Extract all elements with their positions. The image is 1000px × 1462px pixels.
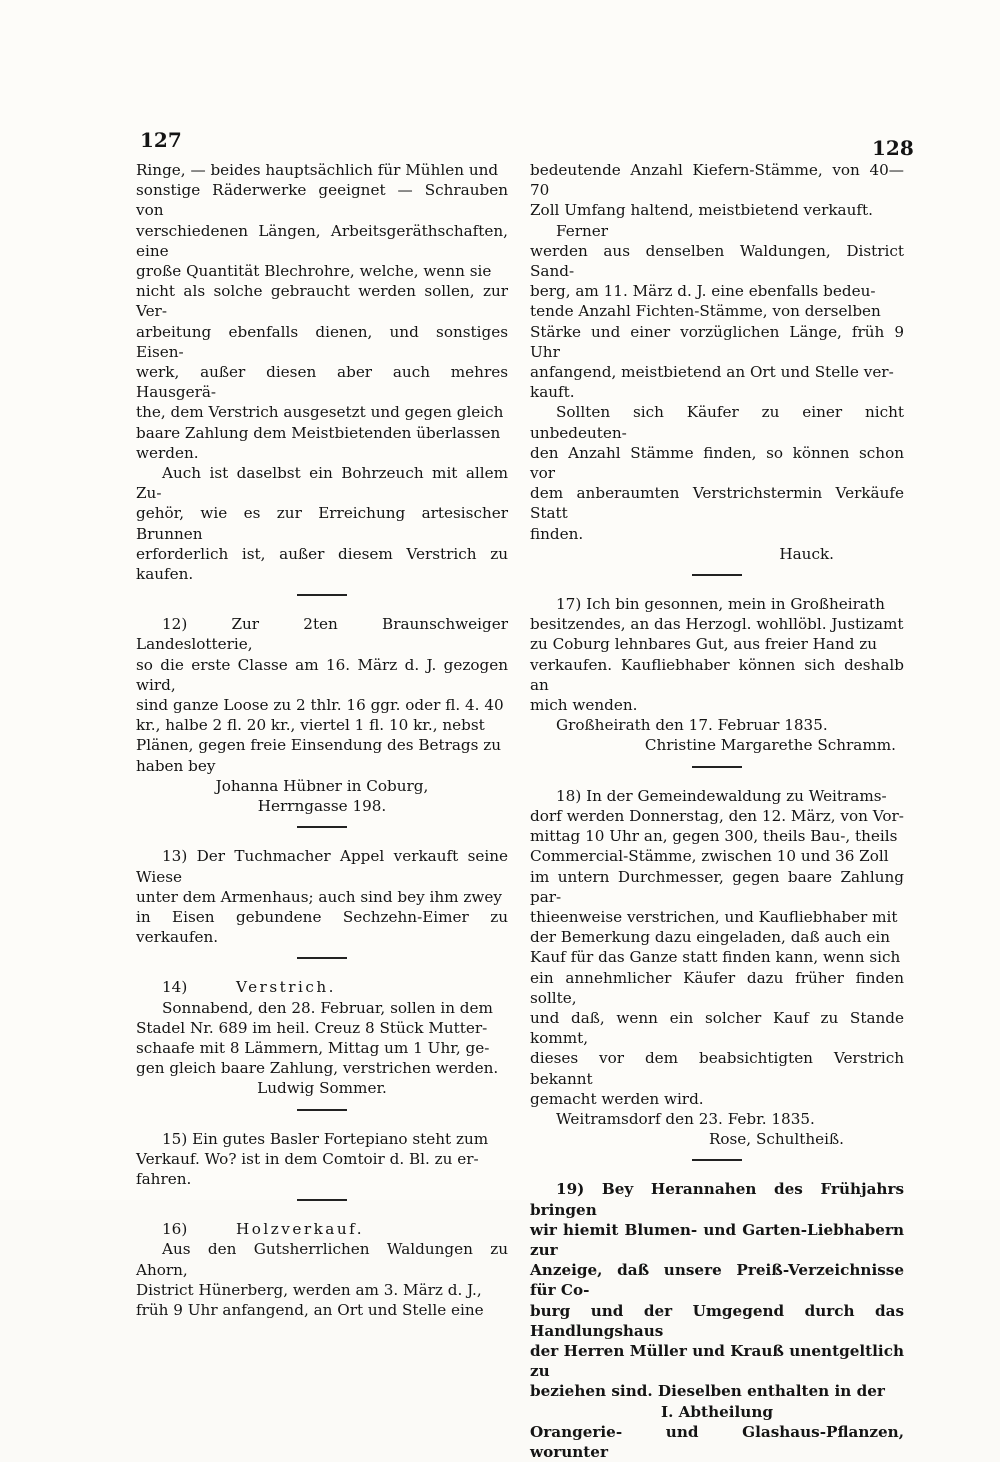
- separator-rule: [297, 826, 347, 828]
- text-line: Auch ist daselbst ein Bohrzeuch mit allem Zu-: [136, 464, 508, 503]
- text-line: gemacht werden wird.: [530, 1089, 704, 1108]
- separator-rule: [297, 1109, 347, 1111]
- text-line: kr., halbe 2 fl. 20 kr., viertel 1 fl. 10 kr., nebst: [136, 716, 485, 735]
- notice-12: [136, 614, 508, 816]
- place-date: Weitramsdorf den 23. Febr. 1835.: [556, 1109, 815, 1128]
- notice-number: 14): [162, 978, 188, 997]
- text-line: gehör, wie es zur Erreichung artesischer Brunnen: [136, 504, 508, 543]
- text-line: mittag 10 Uhr an, gegen 300, theils Bau-, theils: [530, 827, 898, 846]
- text-line: sind ganze Loose zu 2 thlr. 16 ggr. oder fl. 4. 40: [136, 696, 504, 715]
- right-column: [530, 160, 904, 1462]
- text-line: District Hünerberg, werden am 3. März d. J.,: [136, 1280, 482, 1299]
- text-line: mich wenden.: [530, 696, 638, 715]
- signature: Rose, Schultheiß.: [708, 1130, 844, 1149]
- text-line: Ferner: [556, 221, 608, 240]
- text-line: sonstige Räderwerke geeignet — Schrauben von: [136, 181, 508, 220]
- text-line: früh 9 Uhr anfangend, an Ort und Stelle eine: [136, 1300, 484, 1319]
- notice-18: [530, 786, 904, 1150]
- text-line: 18) In der Gemeindewaldung zu Weitrams-: [556, 786, 887, 805]
- notice-16-continuation: [530, 160, 904, 564]
- section-heading: I. Abtheilung: [660, 1402, 774, 1421]
- text-line: dem anberaumten Verstrichstermin Verkäufe Statt: [530, 484, 904, 523]
- text-line: in Eisen gebundene Sechzehn-Eimer zu verkaufen.: [136, 907, 508, 947]
- text-line: erforderlich ist, außer diesem Verstrich zu kaufen.: [136, 544, 508, 584]
- text-line: den Anzahl Stämme finden, so können schon vor: [530, 443, 904, 483]
- text-line: verschiedenen Längen, Arbeitsgeräthschaften, eine: [136, 221, 508, 260]
- notice-title: Verstrich.: [236, 978, 336, 997]
- text-line: werden.: [136, 443, 199, 462]
- text-line: Stärke und einer vorzüglichen Länge, früh 9 Uhr: [530, 322, 904, 361]
- separator-rule: [297, 594, 347, 596]
- text-line: Ringe, — beides hauptsächlich für Mühlen und: [136, 161, 499, 179]
- text-line: Kauf für das Ganze statt finden kann, wenn sich: [530, 948, 901, 967]
- text-line: Verkauf. Wo? ist in dem Comtoir d. Bl. zu er-: [136, 1149, 479, 1168]
- separator-rule: [297, 957, 347, 959]
- text-line: der Bemerkung dazu eingeladen, daß auch ein: [530, 928, 891, 947]
- text-line: 12) Zur 2ten Braunschweiger Landeslotterie,: [136, 615, 508, 654]
- notice-16: [136, 1219, 508, 1320]
- place-date: Großheirath den 17. Februar 1835.: [556, 716, 828, 735]
- text-line: anfangend, meistbietend an Ort und Stelle ver-: [530, 363, 894, 382]
- text-line: wir hiemit Blumen- und Garten-Liebhabern zur: [530, 1220, 904, 1259]
- signature: Ludwig Sommer.: [257, 1079, 387, 1098]
- text-line: gen gleich baare Zahlung, verstrichen werden.: [136, 1059, 499, 1078]
- signature: Hauck.: [779, 544, 834, 563]
- notice-14: [136, 977, 508, 1098]
- separator-rule: [692, 574, 742, 576]
- text-line: zu Coburg lehnbares Gut, aus freier Hand zu: [530, 635, 878, 654]
- text-line: verkaufen. Kaufliebhaber können sich deshalb an: [530, 655, 904, 694]
- text-line: Aus den Gutsherrlichen Waldungen zu Ahorn,: [136, 1240, 508, 1279]
- notice-17: [530, 594, 904, 756]
- text-line: 15) Ein gutes Basler Fortepiano steht zum: [162, 1129, 489, 1148]
- text-line: haben bey: [136, 756, 216, 775]
- text-line: kauft.: [530, 383, 575, 402]
- text-line: bedeutende Anzahl Kiefern-Stämme, von 40—70: [530, 161, 904, 200]
- separator-rule: [297, 1199, 347, 1201]
- text-line: arbeitung ebenfalls dienen, und sonstiges Eisen-: [136, 322, 508, 361]
- text-line: 13) Der Tuchmacher Appel verkauft seine Wiese: [136, 847, 508, 886]
- text-line: der Herren Müller und Krauß unentgeltlich zu: [530, 1341, 904, 1381]
- separator-rule: [692, 1159, 742, 1161]
- text-line: 19) Bey Herannahen des Frühjahrs bringen: [530, 1180, 904, 1219]
- notice-15: [136, 1129, 508, 1190]
- left-column: [136, 160, 508, 1320]
- text-line: nicht als solche gebraucht werden sollen, zur Ver-: [136, 282, 508, 321]
- text-line: thieenweise verstrichen, und Kaufliebhaber mit: [530, 907, 898, 926]
- text-line: burg und der Umgegend durch das Handlungshaus: [530, 1301, 904, 1340]
- text-line: schaafe mit 8 Lämmern, Mittag um 1 Uhr, ge-: [136, 1038, 490, 1057]
- notice-heading: [136, 977, 508, 997]
- text-line: beziehen sind. Dieselben enthalten in der: [530, 1382, 885, 1401]
- text-line: fahren.: [136, 1169, 192, 1188]
- intro-continuation: [136, 160, 508, 584]
- text-line: dorf werden Donnerstag, den 12. März, von Vor-: [530, 806, 904, 825]
- text-line: Plänen, gegen freie Einsendung des Betrags zu: [136, 736, 502, 755]
- text-line: tende Anzahl Fichten-Stämme, von derselben: [530, 302, 881, 321]
- notice-13: [136, 846, 508, 947]
- text-line: finden.: [530, 524, 584, 543]
- text-line: berg, am 11. März d. J. eine ebenfalls bedeu-: [530, 282, 876, 301]
- page-number-left: 127: [140, 128, 182, 152]
- text-line: Orangerie- und Glashaus-Pflanzen, worunter: [530, 1422, 904, 1461]
- text-line: im untern Durchmesser, gegen baare Zahlung par-: [530, 867, 904, 906]
- notice-heading: [136, 1219, 508, 1239]
- text-line: werden aus denselben Waldungen, District Sand-: [530, 241, 904, 281]
- text-line: Stadel Nr. 689 im heil. Creuz 8 Stück Mutter-: [136, 1018, 488, 1037]
- text-line: 17) Ich bin gesonnen, mein in Großheirath: [556, 595, 885, 614]
- text-line: Sonnabend, den 28. Februar, sollen in dem: [162, 998, 493, 1017]
- notice-19: [530, 1179, 904, 1462]
- text-line: werk, außer diesen aber auch mehres Hausgerä-: [136, 363, 508, 402]
- text-line: große Quantität Blechrohre, welche, wenn sie: [136, 262, 492, 281]
- separator-rule: [692, 766, 742, 768]
- text-line: baare Zahlung dem Meistbietenden überlassen: [136, 423, 501, 442]
- text-line: so die erste Classe am 16. März d. J. gezogen wird,: [136, 655, 508, 694]
- signature: Christine Margarethe Schramm.: [644, 736, 896, 755]
- signature-address: Herrngasse 198.: [257, 797, 387, 816]
- text-line: und daß, wenn ein solcher Kauf zu Stande kommt,: [530, 1008, 904, 1048]
- text-line: besitzendes, an das Herzogl. wohllöbl. Justizamt: [530, 615, 904, 634]
- signature: Johanna Hübner in Coburg,: [215, 776, 429, 795]
- page-number-right: 128: [872, 136, 914, 160]
- text-line: unter dem Armenhaus; auch sind bey ihm zwey: [136, 887, 502, 906]
- text-line: the, dem Verstrich ausgesetzt und gegen gleich: [136, 403, 504, 422]
- text-line: Commercial-Stämme, zwischen 10 und 36 Zoll: [530, 847, 889, 866]
- text-line: dieses vor dem beabsichtigten Verstrich bekannt: [530, 1049, 904, 1088]
- text-line: ein annehmlicher Käufer dazu früher finden sollte,: [530, 968, 904, 1007]
- text-line: Anzeige, daß unsere Preiß-Verzeichnisse für Co-: [530, 1261, 904, 1300]
- text-line: Sollten sich Käufer zu einer nicht unbedeuten-: [530, 403, 904, 442]
- notice-number: 16): [162, 1220, 188, 1239]
- notice-title: Holzverkauf.: [236, 1220, 365, 1239]
- text-line: Zoll Umfang haltend, meistbietend verkauft.: [530, 201, 873, 220]
